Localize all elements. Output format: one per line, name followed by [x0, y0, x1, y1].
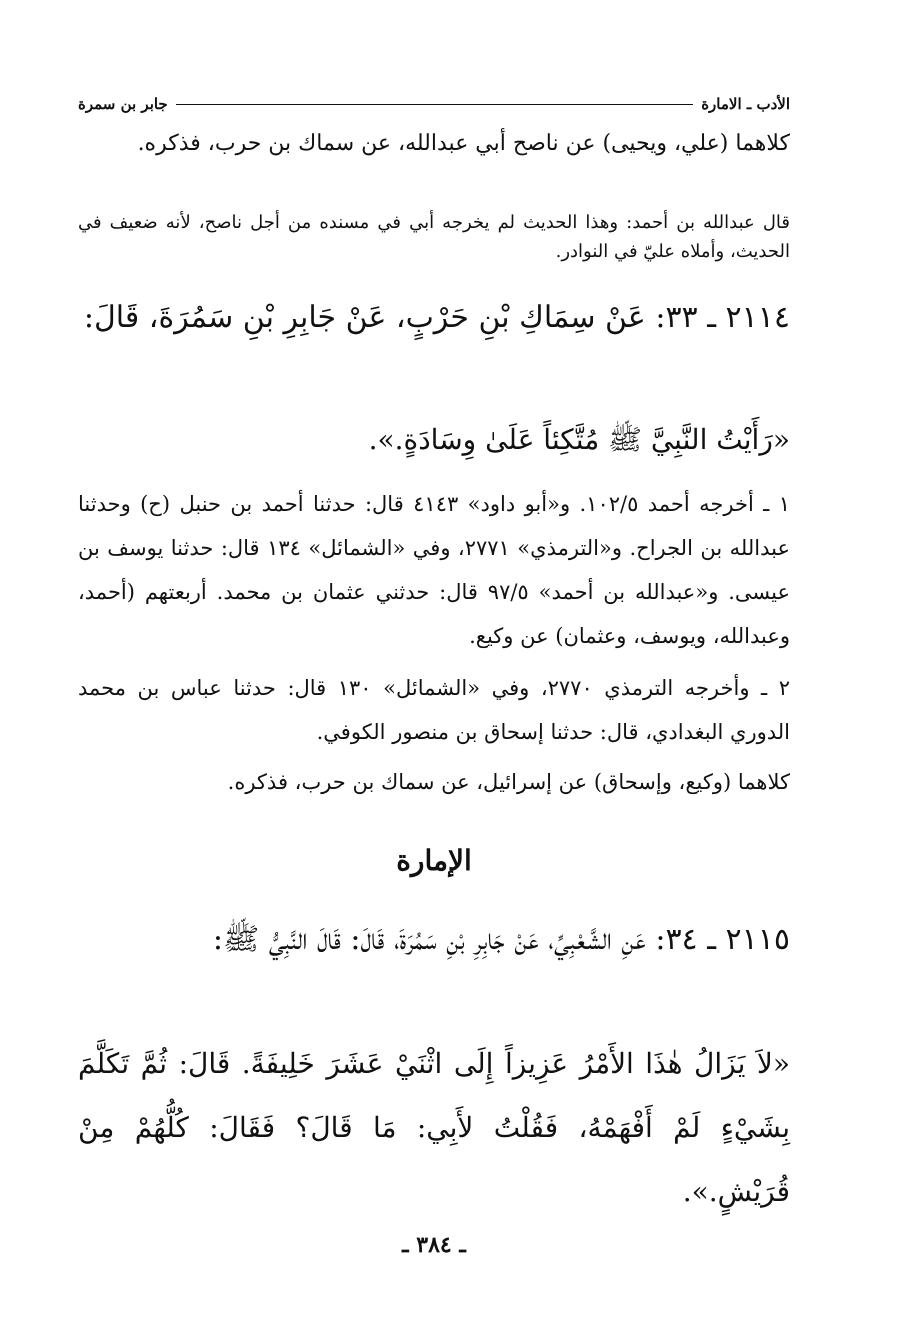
- header-section-title: الأدب ـ الامارة: [701, 95, 790, 113]
- page-number: ـ ٣٨٤ ـ: [402, 1232, 466, 1258]
- running-header: [78, 92, 790, 116]
- takhrij-1: ١ ـ أخرجه أحمد ١٠٢/٥. و«أبو داود» ٤١٤٣ قال: حدثنا أحمد بن حنبل (ح) وحدثنا عبدالله بن الجراح. و«الترمذي» ٢٧٧١، وفي «الشمائل» ١٣٤ قال: حدثنا يوسف بن عيسى. و«عبدالله بن أحمد» ٩٧/٥ قال: حدثني عثمان بن محمد. أربعتهم (أحمد، وعبدالله، ويوسف، وعثمان) عن وكيع.: [78, 492, 791, 648]
- editor-note: قال عبدالله بن أحمد: وهذا الحديث لم يخرجه أبي في مسنده من أجل ناصح، لأنه ضعيف في الحديث، وأملاه عليّ في النوادر.: [78, 212, 790, 262]
- hadith-2114-isnad: ٢١١٤ ـ ٣٣: عَنْ سِمَاكِ بْنِ حَرْبٍ، عَنْ جَابِرِ بْنِ سَمُرَةَ، قَالَ:: [83, 300, 790, 335]
- header-rule: [176, 104, 693, 105]
- header-companion-name: جابر بن سمرة: [78, 95, 168, 113]
- book-page: [78, 86, 790, 1316]
- continuation-text: كلاهما (علي، ويحيى) عن ناصح أبي عبدالله، عن سماك بن حرب، فذكره.: [137, 131, 790, 156]
- hadith-2115-text: «لاَ يَزَالُ هٰذَا الأَمْرُ عَزِيزاً إِلَى اثْنَيْ عَشَرَ خَلِيفَةً. قَالَ: ثُمَّ تَكَلَّمَ بِشَيْءٍ لَمْ أَفْهَمْهُ، فَقُلْتُ لأَبِي: مَا قَالَ؟ فَقَالَ: كُلُّهُمْ مِنْ قُرَيْشٍ.».: [78, 1047, 790, 1208]
- hadith-2115-isnad: ٢١١٥ ـ ٣٤: عَنِ الشَّعْبِيِّ، عَنْ جَابِرِ بْنِ سَمُرَةَ، قَالَ: قَالَ النَّبِيُّ ﷺ:: [212, 922, 790, 957]
- hadith-2114-text: «رَأَيْتُ النَّبِيَّ ﷺ مُتَّكِئاً عَلَىٰ وِسَادَةٍ.».: [368, 423, 790, 456]
- takhrij-3: كلاهما (وكيع، وإسحاق) عن إسرائيل، عن سماك بن حرب، فذكره.: [227, 770, 790, 794]
- takhrij-2: ٢ ـ وأخرجه الترمذي ٢٧٧٠، وفي «الشمائل» ١٣٠ قال: حدثنا عباس بن محمد الدوري البغدادي، قال: حدثنا إسحاق بن منصور الكوفي.: [78, 676, 790, 744]
- section-heading: الإمارة: [396, 844, 472, 877]
